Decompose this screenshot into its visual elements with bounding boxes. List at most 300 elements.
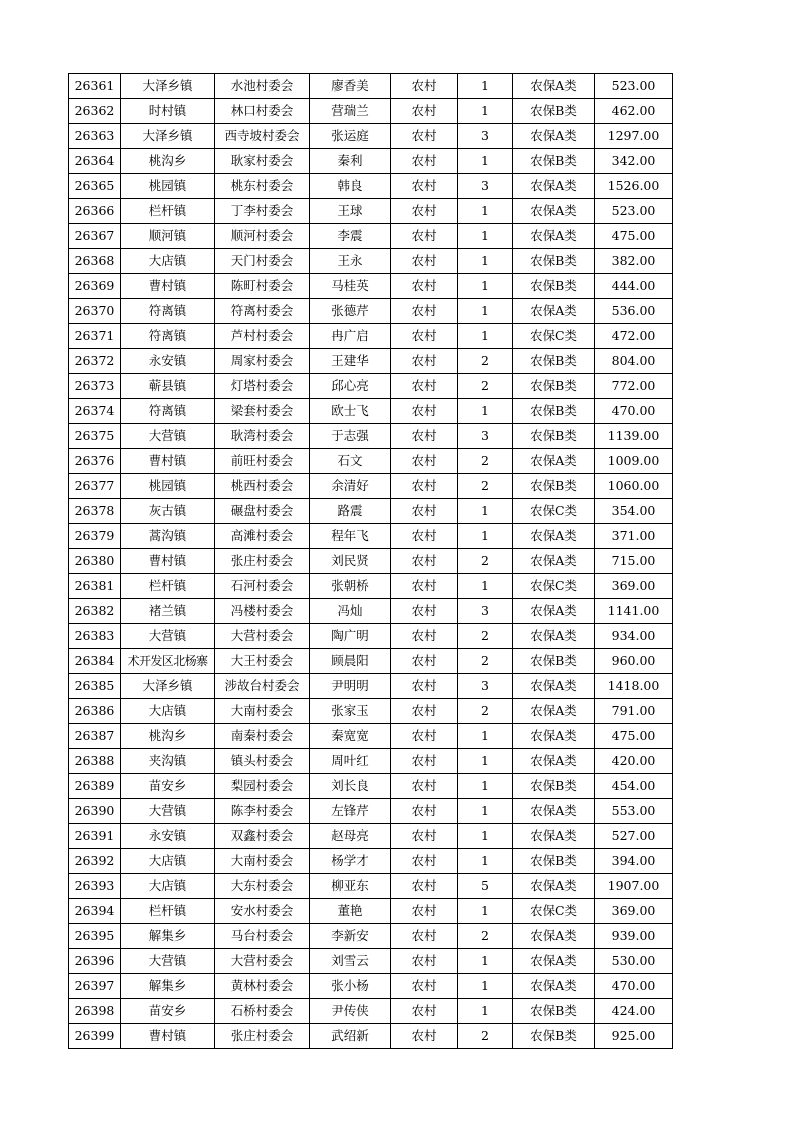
person-count-cell: 3 — [458, 124, 513, 149]
record-id-cell: 26390 — [69, 799, 121, 824]
village-cell: 顺河村委会 — [215, 224, 310, 249]
village-cell: 桃西村委会 — [215, 474, 310, 499]
town-cell: 大泽乡镇 — [121, 74, 215, 99]
table-row — [69, 74, 673, 99]
household-type-cell: 农村 — [391, 924, 458, 949]
amount-cell: 1009.00 — [595, 449, 673, 474]
household-type-cell: 农村 — [391, 324, 458, 349]
table-row — [69, 799, 673, 824]
household-type-cell: 农村 — [391, 824, 458, 849]
town-cell: 大营镇 — [121, 949, 215, 974]
town-cell: 桃园镇 — [121, 474, 215, 499]
household-type-cell: 农村 — [391, 874, 458, 899]
household-type-cell: 农村 — [391, 699, 458, 724]
town-cell: 顺河镇 — [121, 224, 215, 249]
name-cell: 张朝桥 — [310, 574, 391, 599]
name-cell: 于志强 — [310, 424, 391, 449]
household-type-cell: 农村 — [391, 299, 458, 324]
amount-cell: 715.00 — [595, 549, 673, 574]
table-row — [69, 174, 673, 199]
record-id-cell: 26396 — [69, 949, 121, 974]
village-cell: 张庄村委会 — [215, 549, 310, 574]
category-cell: 农保A类 — [513, 524, 595, 549]
record-id-cell: 26394 — [69, 899, 121, 924]
table-row — [69, 624, 673, 649]
village-cell: 符离村委会 — [215, 299, 310, 324]
amount-cell: 530.00 — [595, 949, 673, 974]
person-count-cell: 2 — [458, 699, 513, 724]
table-row — [69, 699, 673, 724]
table-row — [69, 749, 673, 774]
household-type-cell: 农村 — [391, 624, 458, 649]
name-cell: 李新安 — [310, 924, 391, 949]
person-count-cell: 2 — [458, 1024, 513, 1049]
amount-cell: 536.00 — [595, 299, 673, 324]
category-cell: 农保A类 — [513, 199, 595, 224]
town-cell: 苗安乡 — [121, 999, 215, 1024]
village-cell: 镇头村委会 — [215, 749, 310, 774]
record-id-cell: 26395 — [69, 924, 121, 949]
amount-cell: 394.00 — [595, 849, 673, 874]
table-row — [69, 424, 673, 449]
category-cell: 农保B类 — [513, 849, 595, 874]
record-id-cell: 26378 — [69, 499, 121, 524]
record-id-cell: 26391 — [69, 824, 121, 849]
table-row — [69, 449, 673, 474]
record-id-cell: 26362 — [69, 99, 121, 124]
record-id-cell: 26384 — [69, 649, 121, 674]
village-cell: 黄林村委会 — [215, 974, 310, 999]
household-type-cell: 农村 — [391, 149, 458, 174]
category-cell: 农保B类 — [513, 999, 595, 1024]
town-cell: 栏杆镇 — [121, 899, 215, 924]
town-cell: 大营镇 — [121, 799, 215, 824]
table-row — [69, 999, 673, 1024]
table-row — [69, 874, 673, 899]
household-type-cell: 农村 — [391, 174, 458, 199]
village-cell: 马台村委会 — [215, 924, 310, 949]
village-cell: 林口村委会 — [215, 99, 310, 124]
category-cell: 农保C类 — [513, 499, 595, 524]
person-count-cell: 1 — [458, 149, 513, 174]
village-cell: 梨园村委会 — [215, 774, 310, 799]
record-id-cell: 26386 — [69, 699, 121, 724]
town-cell: 褚兰镇 — [121, 599, 215, 624]
person-count-cell: 3 — [458, 424, 513, 449]
amount-cell: 934.00 — [595, 624, 673, 649]
town-cell: 灰古镇 — [121, 499, 215, 524]
category-cell: 农保A类 — [513, 699, 595, 724]
village-cell: 碾盘村委会 — [215, 499, 310, 524]
village-cell: 大王村委会 — [215, 649, 310, 674]
town-cell: 苗安乡 — [121, 774, 215, 799]
table-row — [69, 824, 673, 849]
name-cell: 廖香美 — [310, 74, 391, 99]
record-id-cell: 26373 — [69, 374, 121, 399]
name-cell: 王建华 — [310, 349, 391, 374]
category-cell: 农保A类 — [513, 874, 595, 899]
category-cell: 农保A类 — [513, 724, 595, 749]
household-type-cell: 农村 — [391, 774, 458, 799]
household-type-cell: 农村 — [391, 849, 458, 874]
village-cell: 涉故台村委会 — [215, 674, 310, 699]
amount-cell: 470.00 — [595, 399, 673, 424]
record-id-cell: 26376 — [69, 449, 121, 474]
village-cell: 陈李村委会 — [215, 799, 310, 824]
name-cell: 王永 — [310, 249, 391, 274]
category-cell: 农保A类 — [513, 74, 595, 99]
person-count-cell: 1 — [458, 74, 513, 99]
town-cell: 大泽乡镇 — [121, 674, 215, 699]
household-type-cell: 农村 — [391, 649, 458, 674]
person-count-cell: 1 — [458, 399, 513, 424]
document-page — [68, 73, 673, 1049]
person-count-cell: 1 — [458, 799, 513, 824]
town-cell: 永安镇 — [121, 349, 215, 374]
category-cell: 农保B类 — [513, 374, 595, 399]
village-cell: 大南村委会 — [215, 699, 310, 724]
category-cell: 农保A类 — [513, 924, 595, 949]
category-cell: 农保A类 — [513, 299, 595, 324]
person-count-cell: 2 — [458, 649, 513, 674]
household-type-cell: 农村 — [391, 124, 458, 149]
category-cell: 农保B类 — [513, 149, 595, 174]
table-body — [69, 74, 673, 1049]
name-cell: 张小杨 — [310, 974, 391, 999]
household-type-cell: 农村 — [391, 374, 458, 399]
name-cell: 余清好 — [310, 474, 391, 499]
amount-cell: 470.00 — [595, 974, 673, 999]
household-type-cell: 农村 — [391, 424, 458, 449]
town-cell: 解集乡 — [121, 974, 215, 999]
village-cell: 梁套村委会 — [215, 399, 310, 424]
category-cell: 农保A类 — [513, 224, 595, 249]
category-cell: 农保A类 — [513, 624, 595, 649]
person-count-cell: 1 — [458, 249, 513, 274]
table-row — [69, 524, 673, 549]
record-id-cell: 26393 — [69, 874, 121, 899]
name-cell: 秦利 — [310, 149, 391, 174]
name-cell: 石文 — [310, 449, 391, 474]
record-id-cell: 26389 — [69, 774, 121, 799]
person-count-cell: 1 — [458, 849, 513, 874]
table-row — [69, 949, 673, 974]
data-table — [68, 73, 673, 1049]
person-count-cell: 2 — [458, 624, 513, 649]
village-cell: 天门村委会 — [215, 249, 310, 274]
category-cell: 农保A类 — [513, 674, 595, 699]
town-cell: 曹村镇 — [121, 449, 215, 474]
person-count-cell: 1 — [458, 224, 513, 249]
town-cell: 蕲县镇 — [121, 374, 215, 399]
name-cell: 路震 — [310, 499, 391, 524]
amount-cell: 382.00 — [595, 249, 673, 274]
amount-cell: 939.00 — [595, 924, 673, 949]
person-count-cell: 1 — [458, 524, 513, 549]
record-id-cell: 26392 — [69, 849, 121, 874]
name-cell: 柳亚东 — [310, 874, 391, 899]
town-cell: 曹村镇 — [121, 549, 215, 574]
village-cell: 大东村委会 — [215, 874, 310, 899]
table-row — [69, 899, 673, 924]
amount-cell: 553.00 — [595, 799, 673, 824]
amount-cell: 772.00 — [595, 374, 673, 399]
town-cell: 桃沟乡 — [121, 149, 215, 174]
table-row — [69, 299, 673, 324]
category-cell: 农保A类 — [513, 949, 595, 974]
table-row — [69, 274, 673, 299]
amount-cell: 804.00 — [595, 349, 673, 374]
village-cell: 耿家村委会 — [215, 149, 310, 174]
name-cell: 尹传侠 — [310, 999, 391, 1024]
record-id-cell: 26374 — [69, 399, 121, 424]
table-row — [69, 249, 673, 274]
record-id-cell: 26381 — [69, 574, 121, 599]
category-cell: 农保C类 — [513, 324, 595, 349]
person-count-cell: 3 — [458, 674, 513, 699]
record-id-cell: 26366 — [69, 199, 121, 224]
village-cell: 陈町村委会 — [215, 274, 310, 299]
town-cell: 桃园镇 — [121, 174, 215, 199]
person-count-cell: 1 — [458, 824, 513, 849]
table-row — [69, 549, 673, 574]
name-cell: 赵母亮 — [310, 824, 391, 849]
table-row — [69, 649, 673, 674]
amount-cell: 1141.00 — [595, 599, 673, 624]
name-cell: 张德芹 — [310, 299, 391, 324]
amount-cell: 925.00 — [595, 1024, 673, 1049]
category-cell: 农保A类 — [513, 599, 595, 624]
village-cell: 耿湾村委会 — [215, 424, 310, 449]
table-row — [69, 849, 673, 874]
village-cell: 桃东村委会 — [215, 174, 310, 199]
record-id-cell: 26385 — [69, 674, 121, 699]
village-cell: 高滩村委会 — [215, 524, 310, 549]
record-id-cell: 26367 — [69, 224, 121, 249]
town-cell: 解集乡 — [121, 924, 215, 949]
village-cell: 芦村村委会 — [215, 324, 310, 349]
table-row — [69, 199, 673, 224]
household-type-cell: 农村 — [391, 349, 458, 374]
person-count-cell: 2 — [458, 449, 513, 474]
record-id-cell: 26383 — [69, 624, 121, 649]
name-cell: 左锋芹 — [310, 799, 391, 824]
name-cell: 刘民贤 — [310, 549, 391, 574]
amount-cell: 960.00 — [595, 649, 673, 674]
record-id-cell: 26369 — [69, 274, 121, 299]
name-cell: 王球 — [310, 199, 391, 224]
town-cell: 栏杆镇 — [121, 574, 215, 599]
name-cell: 周叶红 — [310, 749, 391, 774]
person-count-cell: 1 — [458, 499, 513, 524]
amount-cell: 475.00 — [595, 724, 673, 749]
person-count-cell: 1 — [458, 574, 513, 599]
town-cell: 大店镇 — [121, 849, 215, 874]
household-type-cell: 农村 — [391, 974, 458, 999]
household-type-cell: 农村 — [391, 674, 458, 699]
amount-cell: 475.00 — [595, 224, 673, 249]
person-count-cell: 1 — [458, 749, 513, 774]
person-count-cell: 1 — [458, 949, 513, 974]
name-cell: 程年飞 — [310, 524, 391, 549]
town-cell: 时村镇 — [121, 99, 215, 124]
village-cell: 水池村委会 — [215, 74, 310, 99]
table-row — [69, 674, 673, 699]
table-row — [69, 599, 673, 624]
amount-cell: 420.00 — [595, 749, 673, 774]
name-cell: 张运庭 — [310, 124, 391, 149]
household-type-cell: 农村 — [391, 749, 458, 774]
category-cell: 农保A类 — [513, 799, 595, 824]
person-count-cell: 3 — [458, 174, 513, 199]
category-cell: 农保B类 — [513, 424, 595, 449]
person-count-cell: 1 — [458, 724, 513, 749]
amount-cell: 1526.00 — [595, 174, 673, 199]
record-id-cell: 26388 — [69, 749, 121, 774]
record-id-cell: 26375 — [69, 424, 121, 449]
amount-cell: 523.00 — [595, 199, 673, 224]
town-cell: 大店镇 — [121, 699, 215, 724]
household-type-cell: 农村 — [391, 999, 458, 1024]
household-type-cell: 农村 — [391, 899, 458, 924]
name-cell: 刘长良 — [310, 774, 391, 799]
table-row — [69, 774, 673, 799]
village-cell: 周家村委会 — [215, 349, 310, 374]
category-cell: 农保B类 — [513, 399, 595, 424]
name-cell: 刘雪云 — [310, 949, 391, 974]
name-cell: 营瑞兰 — [310, 99, 391, 124]
person-count-cell: 1 — [458, 199, 513, 224]
amount-cell: 1060.00 — [595, 474, 673, 499]
name-cell: 顾晨阳 — [310, 649, 391, 674]
category-cell: 农保B类 — [513, 99, 595, 124]
category-cell: 农保C类 — [513, 899, 595, 924]
household-type-cell: 农村 — [391, 399, 458, 424]
category-cell: 农保A类 — [513, 174, 595, 199]
record-id-cell: 26387 — [69, 724, 121, 749]
town-cell: 符离镇 — [121, 324, 215, 349]
amount-cell: 444.00 — [595, 274, 673, 299]
table-row — [69, 349, 673, 374]
table-row — [69, 974, 673, 999]
name-cell: 李震 — [310, 224, 391, 249]
town-cell: 栏杆镇 — [121, 199, 215, 224]
category-cell: 农保B类 — [513, 249, 595, 274]
household-type-cell: 农村 — [391, 199, 458, 224]
record-id-cell: 26379 — [69, 524, 121, 549]
person-count-cell: 2 — [458, 549, 513, 574]
person-count-cell: 3 — [458, 599, 513, 624]
name-cell: 韩良 — [310, 174, 391, 199]
household-type-cell: 农村 — [391, 799, 458, 824]
village-cell: 双鑫村委会 — [215, 824, 310, 849]
name-cell: 武绍新 — [310, 1024, 391, 1049]
amount-cell: 369.00 — [595, 899, 673, 924]
record-id-cell: 26399 — [69, 1024, 121, 1049]
record-id-cell: 26371 — [69, 324, 121, 349]
household-type-cell: 农村 — [391, 224, 458, 249]
amount-cell: 472.00 — [595, 324, 673, 349]
table-row — [69, 149, 673, 174]
record-id-cell: 26364 — [69, 149, 121, 174]
person-count-cell: 1 — [458, 299, 513, 324]
household-type-cell: 农村 — [391, 499, 458, 524]
record-id-cell: 26397 — [69, 974, 121, 999]
record-id-cell: 26377 — [69, 474, 121, 499]
amount-cell: 354.00 — [595, 499, 673, 524]
table-row — [69, 1024, 673, 1049]
village-cell: 冯楼村委会 — [215, 599, 310, 624]
village-cell: 灯塔村委会 — [215, 374, 310, 399]
household-type-cell: 农村 — [391, 99, 458, 124]
town-cell: 大店镇 — [121, 249, 215, 274]
town-cell: 大店镇 — [121, 874, 215, 899]
table-row — [69, 224, 673, 249]
household-type-cell: 农村 — [391, 449, 458, 474]
category-cell: 农保A类 — [513, 449, 595, 474]
household-type-cell: 农村 — [391, 74, 458, 99]
village-cell: 石桥村委会 — [215, 999, 310, 1024]
household-type-cell: 农村 — [391, 524, 458, 549]
amount-cell: 342.00 — [595, 149, 673, 174]
person-count-cell: 1 — [458, 774, 513, 799]
town-cell: 术开发区北杨寨 — [121, 649, 215, 674]
amount-cell: 424.00 — [595, 999, 673, 1024]
category-cell: 农保A类 — [513, 749, 595, 774]
table-row — [69, 399, 673, 424]
name-cell: 冉广启 — [310, 324, 391, 349]
amount-cell: 369.00 — [595, 574, 673, 599]
village-cell: 前旺村委会 — [215, 449, 310, 474]
amount-cell: 527.00 — [595, 824, 673, 849]
amount-cell: 1907.00 — [595, 874, 673, 899]
household-type-cell: 农村 — [391, 549, 458, 574]
table-row — [69, 474, 673, 499]
category-cell: 农保B类 — [513, 349, 595, 374]
record-id-cell: 26365 — [69, 174, 121, 199]
name-cell: 马桂英 — [310, 274, 391, 299]
village-cell: 张庄村委会 — [215, 1024, 310, 1049]
town-cell: 大营镇 — [121, 424, 215, 449]
town-cell: 夹沟镇 — [121, 749, 215, 774]
town-cell: 大泽乡镇 — [121, 124, 215, 149]
record-id-cell: 26372 — [69, 349, 121, 374]
category-cell: 农保B类 — [513, 774, 595, 799]
person-count-cell: 1 — [458, 274, 513, 299]
household-type-cell: 农村 — [391, 274, 458, 299]
name-cell: 董艳 — [310, 899, 391, 924]
village-cell: 大南村委会 — [215, 849, 310, 874]
table-row — [69, 324, 673, 349]
village-cell: 大营村委会 — [215, 949, 310, 974]
household-type-cell: 农村 — [391, 1024, 458, 1049]
person-count-cell: 2 — [458, 924, 513, 949]
household-type-cell: 农村 — [391, 574, 458, 599]
village-cell: 石河村委会 — [215, 574, 310, 599]
record-id-cell: 26361 — [69, 74, 121, 99]
record-id-cell: 26382 — [69, 599, 121, 624]
category-cell: 农保B类 — [513, 649, 595, 674]
amount-cell: 454.00 — [595, 774, 673, 799]
amount-cell: 1297.00 — [595, 124, 673, 149]
person-count-cell: 2 — [458, 474, 513, 499]
village-cell: 西寺坡村委会 — [215, 124, 310, 149]
town-cell: 蒿沟镇 — [121, 524, 215, 549]
record-id-cell: 26370 — [69, 299, 121, 324]
person-count-cell: 1 — [458, 999, 513, 1024]
record-id-cell: 26398 — [69, 999, 121, 1024]
name-cell: 尹明明 — [310, 674, 391, 699]
